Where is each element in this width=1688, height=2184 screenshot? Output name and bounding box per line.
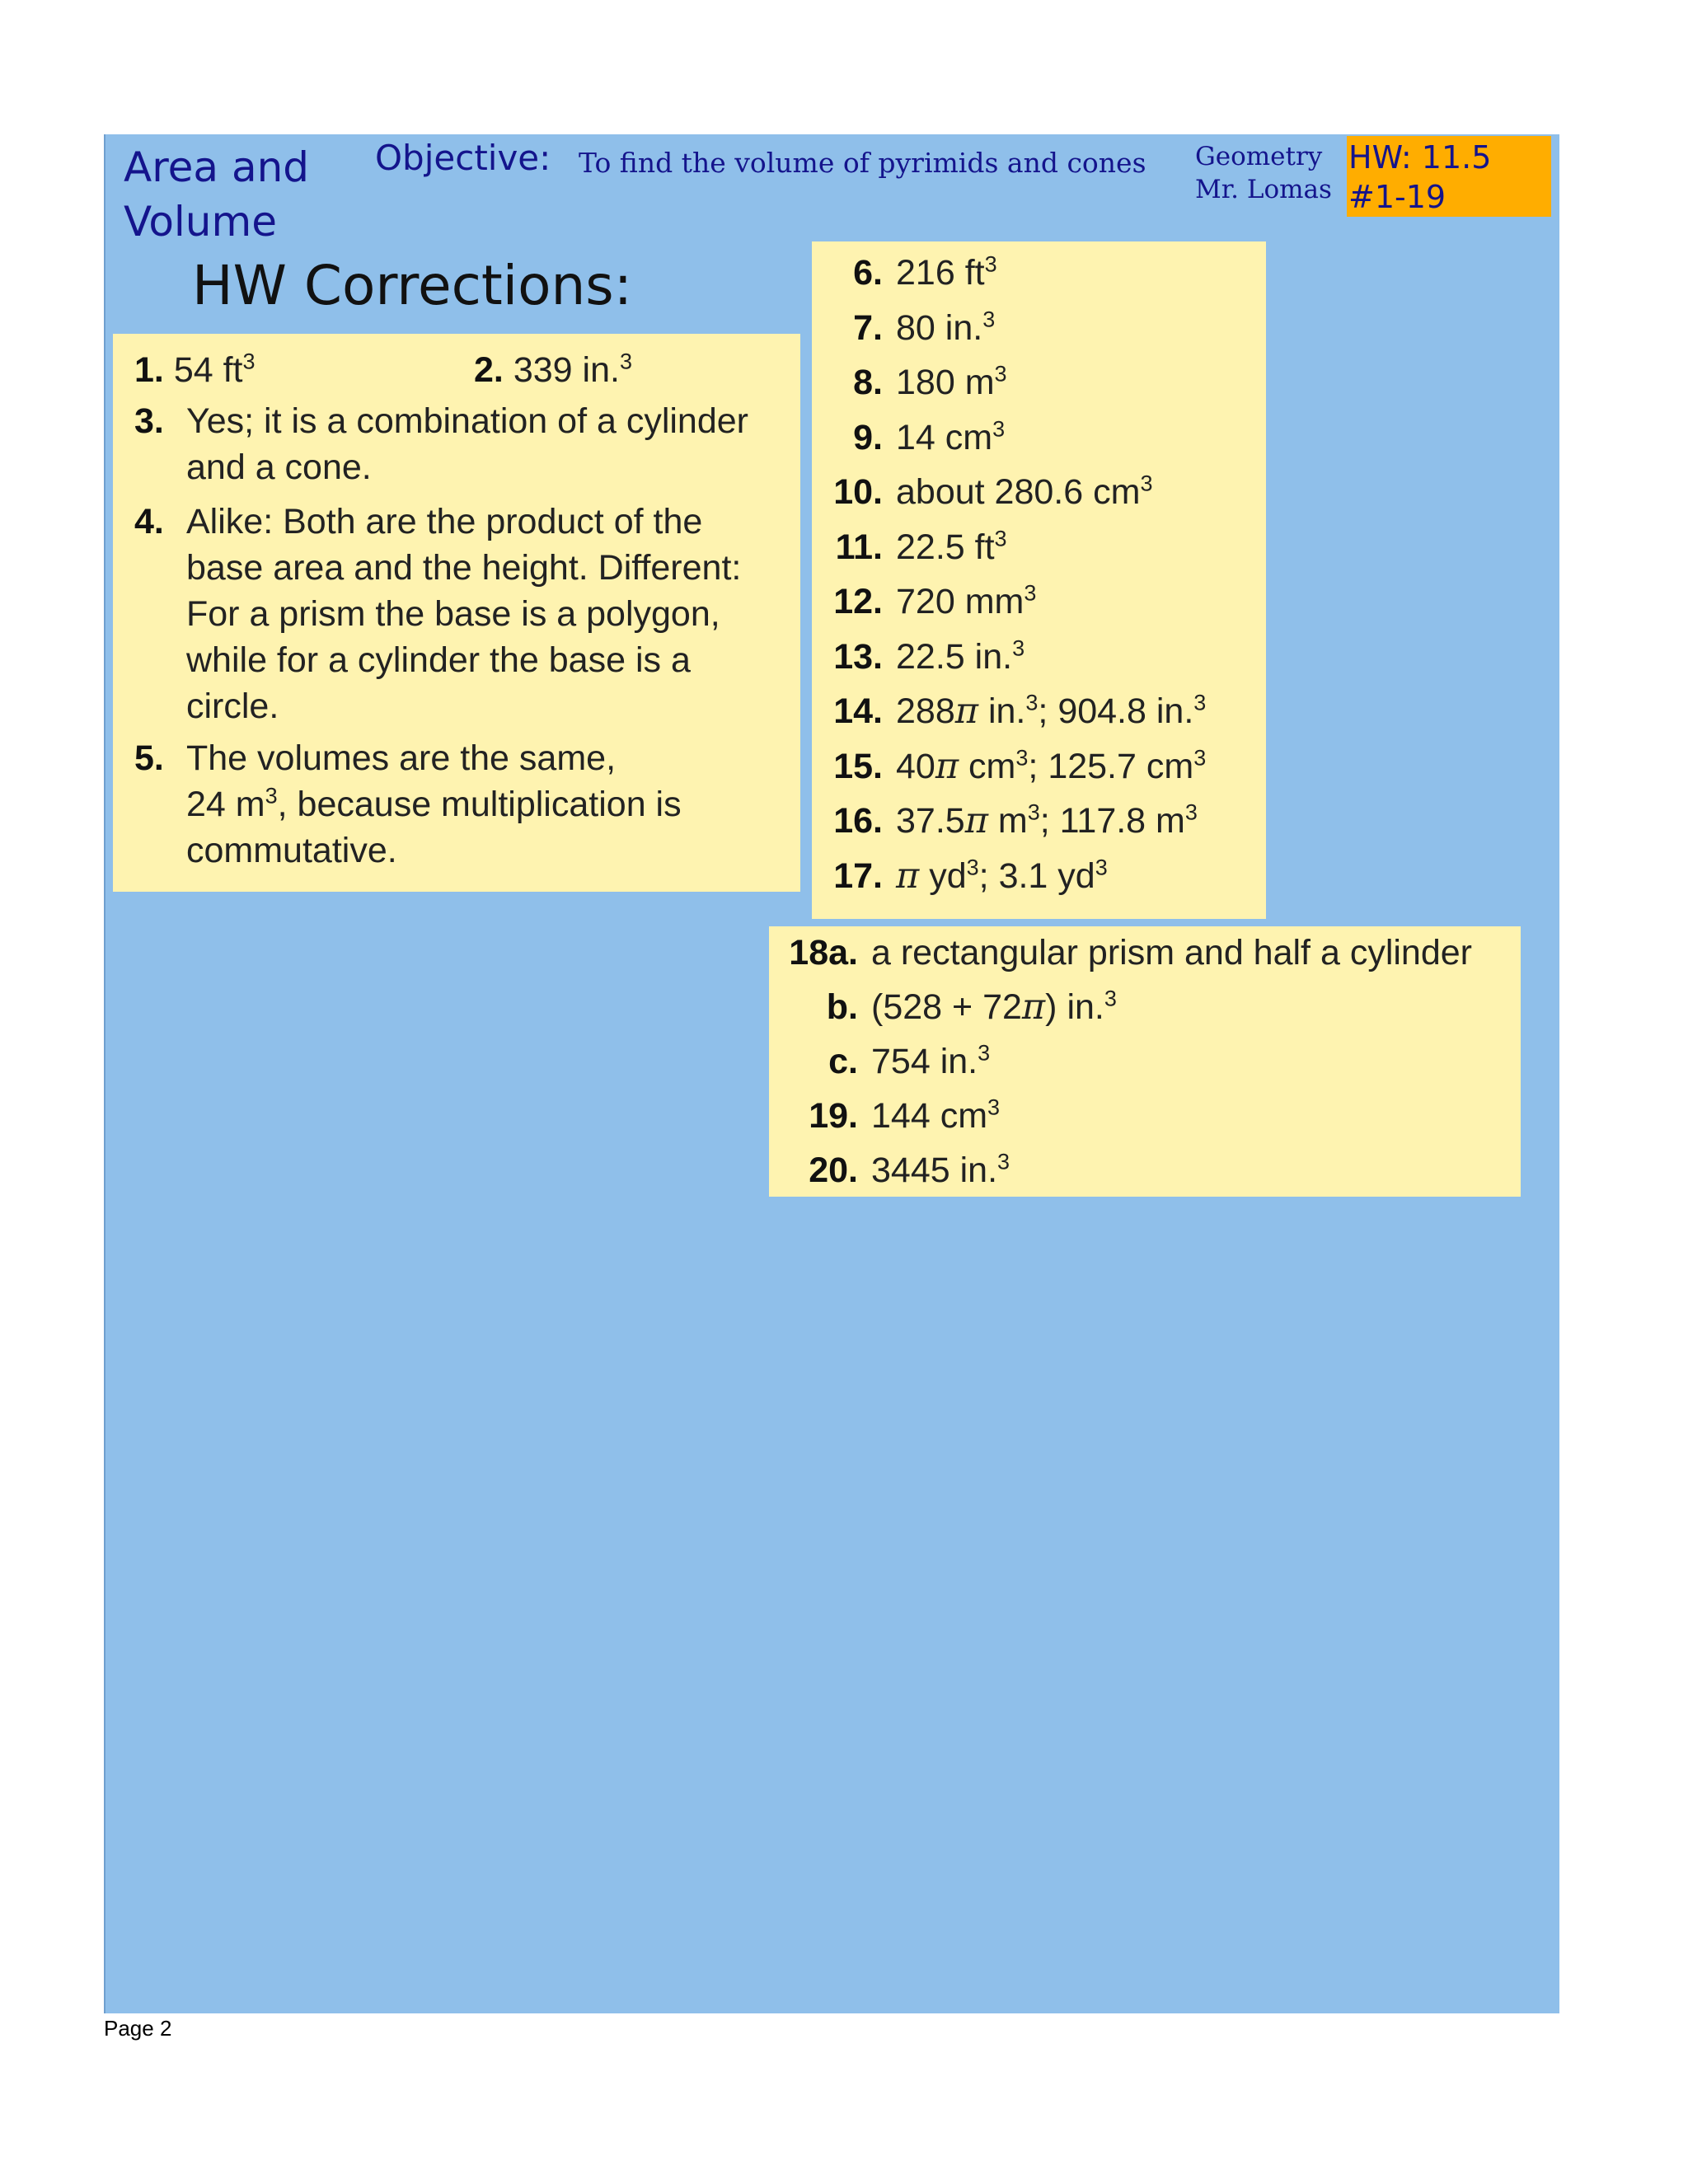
answer-fragment: about 280.6 cm [896, 472, 1141, 512]
answer-line: , because multiplication is [277, 785, 682, 824]
answer-item [769, 1093, 1000, 1139]
answer-number: 6. [853, 253, 883, 293]
answer-text [896, 363, 1007, 402]
answer-text [896, 582, 1036, 621]
answer-fragment: 288 [896, 691, 955, 731]
answer-number: 2. [474, 350, 504, 390]
exponent: 3 [982, 307, 996, 332]
exponent: 3 [1140, 471, 1153, 496]
objective-text: To find the volume of pyrimids and cones [579, 147, 1146, 179]
answer-fragment: 80 in. [896, 307, 983, 348]
exponent: 3 [242, 349, 256, 374]
answer-item [812, 359, 1007, 405]
answers-box-bottom [769, 926, 1521, 1197]
exponent: 3 [1015, 745, 1029, 771]
exponent: 3 [265, 783, 278, 808]
answer-line: For a prism the base is a polygon, [186, 594, 720, 634]
answer-item [812, 853, 1108, 899]
answer-number: 14. [833, 691, 883, 731]
exponent: 3 [1025, 690, 1039, 715]
answer-item [812, 524, 1007, 570]
exponent: 3 [978, 1040, 991, 1066]
answer-number: 7. [853, 307, 883, 348]
answer-fragment: ) in. [1045, 987, 1104, 1027]
pi-symbol: π [954, 691, 979, 732]
answer-line: and a cone. [186, 448, 372, 487]
answer-line: circle. [186, 687, 279, 726]
pi-symbol: π [1021, 987, 1046, 1028]
answer-line: base area and the height. Different: [186, 548, 742, 588]
answer-line: while for a cylinder the base is a [186, 640, 691, 680]
answer-text [896, 472, 1152, 512]
answer-line: commutative. [186, 831, 397, 870]
answer-number: b. [826, 987, 858, 1027]
answer-fragment: a rectangular prism and half a cylinder [871, 933, 1472, 972]
answer-item [812, 305, 995, 351]
answer-number: 5. [134, 738, 164, 778]
answer-number: 16. [833, 801, 883, 841]
answer-fragment: 3445 in. [871, 1151, 998, 1190]
objective-label: Objective: [375, 138, 551, 178]
answer-fragment: (528 + 72 [871, 987, 1022, 1027]
pi-symbol: π [935, 745, 959, 787]
exponent: 3 [994, 526, 1007, 551]
answer-fragment: 216 ft [896, 253, 985, 293]
answer-line: The volumes are the same, [186, 738, 617, 778]
answer-item [812, 250, 997, 296]
answer-text [896, 253, 997, 293]
homework-problems: #1-19 [1348, 179, 1447, 215]
answer-fragment: ; 904.8 in. [1038, 691, 1194, 731]
section-title: HW Corrections: [192, 254, 632, 317]
answers-box-left [113, 334, 800, 892]
exponent: 3 [1193, 690, 1207, 715]
answer-number: 19. [809, 1096, 858, 1136]
answer-text [896, 527, 1007, 567]
answer-fragment: 144 cm [871, 1096, 988, 1136]
answer-number: 8. [853, 363, 883, 402]
answer-item [769, 1147, 1010, 1193]
answer-text [896, 418, 1005, 457]
pi-symbol: π [896, 855, 920, 897]
exponent: 3 [1012, 635, 1025, 661]
answer-4 [134, 499, 742, 726]
answer-text [896, 856, 1108, 896]
answer-item [812, 743, 1206, 790]
answer-fragment: in. [978, 691, 1026, 731]
answer-number: 4. [134, 502, 164, 541]
answer-2 [474, 347, 632, 393]
page-number: Page 2 [104, 2016, 172, 2041]
answer-number: 13. [833, 636, 883, 677]
answer-item [812, 798, 1198, 844]
answer-text: 339 in. [513, 350, 620, 390]
exponent: 3 [619, 349, 632, 374]
answer-item [812, 579, 1036, 625]
answer-line: Yes; it is a combination of a cylinder [186, 401, 748, 441]
answer-fragment: yd [919, 855, 967, 896]
answer-number: 1. [134, 350, 164, 390]
answer-number: 17. [833, 855, 883, 896]
exponent: 3 [1024, 580, 1037, 606]
answer-item [812, 688, 1206, 734]
slide-title [124, 140, 371, 249]
answer-text [896, 691, 1206, 731]
answer-number: 15. [833, 746, 883, 786]
answer-text [186, 499, 741, 729]
answer-fragment: 37.5 [896, 801, 965, 841]
answer-number: 3. [134, 401, 164, 441]
teacher-name: Mr. Lomas [1195, 175, 1332, 204]
pi-symbol: π [964, 800, 988, 841]
answer-text [896, 747, 1206, 786]
answer-number: 20. [809, 1151, 858, 1190]
answer-5 [134, 735, 682, 870]
answer-number: 11. [835, 527, 883, 567]
answer-text [871, 987, 1117, 1027]
answer-fragment: ; 117.8 m [1039, 801, 1185, 841]
course-info [1195, 140, 1332, 206]
exponent: 3 [1095, 855, 1108, 880]
exponent: 3 [994, 361, 1007, 387]
answer-item [769, 984, 1117, 1030]
answer-fragment: 720 mm [896, 582, 1025, 621]
answer-text [896, 637, 1025, 677]
answer-fragment: cm [959, 746, 1016, 786]
course-name: Geometry [1195, 142, 1323, 171]
answer-text [896, 801, 1198, 841]
answer-item [812, 415, 1005, 461]
answer-text [871, 1096, 1000, 1136]
answer-3 [134, 398, 748, 487]
answer-item [812, 469, 1152, 515]
homework-section: HW: 11.5 [1348, 139, 1492, 176]
title-line-2: Volume [124, 198, 277, 246]
answer-number: 9. [853, 417, 883, 457]
answer-fragment: ; 3.1 yd [978, 855, 1095, 896]
exponent: 3 [966, 855, 979, 880]
exponent: 3 [1027, 799, 1040, 825]
answer-number: c. [828, 1042, 858, 1081]
answer-fragment: m [987, 801, 1028, 841]
answer-fragment: 14 cm [896, 417, 993, 457]
answers-box-middle [812, 241, 1266, 919]
title-line-1: Area and [124, 143, 310, 191]
homework-badge [1347, 136, 1551, 217]
answer-fragment: 180 m [896, 363, 995, 402]
answer-text [896, 308, 995, 348]
answer-text [871, 1042, 990, 1081]
exponent: 3 [984, 251, 997, 277]
answer-line: 24 m [186, 785, 265, 824]
answer-item [769, 930, 1472, 976]
answer-1 [134, 347, 256, 393]
answer-fragment: 40 [896, 746, 935, 786]
answer-fragment: 22.5 ft [896, 527, 995, 567]
answer-fragment: ; 125.7 cm [1028, 746, 1194, 786]
answer-number: 10. [833, 472, 883, 512]
answer-text [871, 933, 1472, 972]
exponent: 3 [997, 1149, 1010, 1174]
answer-number: 18a. [789, 933, 858, 972]
answer-text: 54 ft [173, 350, 243, 390]
exponent: 3 [1184, 799, 1198, 825]
exponent: 3 [992, 416, 1006, 442]
answer-item [769, 1038, 990, 1085]
answer-item [812, 634, 1025, 680]
answer-fragment: 22.5 in. [896, 636, 1013, 677]
answer-text [871, 1151, 1010, 1190]
answer-text [186, 735, 682, 874]
exponent: 3 [1193, 745, 1207, 771]
answer-fragment: 754 in. [871, 1042, 978, 1081]
answer-number: 12. [833, 582, 883, 621]
exponent: 3 [987, 1094, 1001, 1120]
answer-text [186, 398, 748, 490]
exponent: 3 [1104, 986, 1117, 1011]
answer-line: Alike: Both are the product of the [186, 502, 703, 541]
